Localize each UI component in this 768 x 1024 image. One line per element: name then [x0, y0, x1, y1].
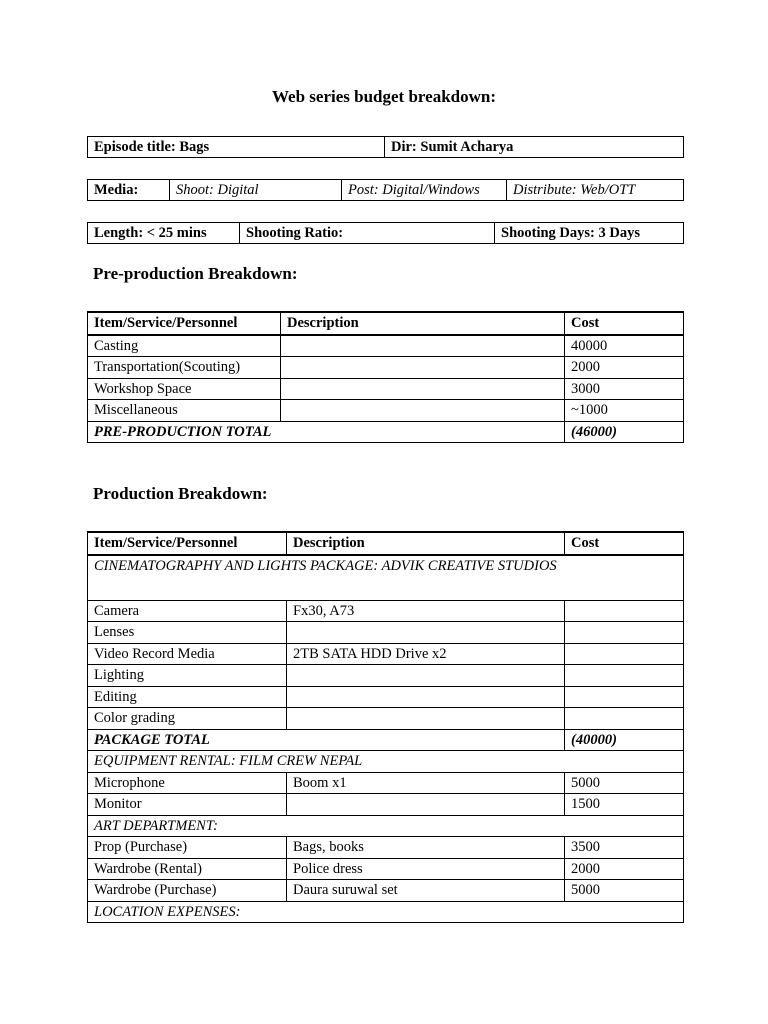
item-cell: Video Record Media — [88, 643, 287, 665]
description-cell: Police dress — [287, 858, 565, 880]
production-table — [87, 531, 684, 923]
cost-cell — [565, 708, 684, 730]
pre-production-table — [87, 311, 684, 443]
description-cell: Fx30, A73 — [287, 600, 565, 622]
table-row — [88, 794, 684, 816]
item-cell: Prop (Purchase) — [88, 837, 287, 859]
item-cell: Transportation(Scouting) — [88, 357, 281, 379]
item-cell: Wardrobe (Rental) — [88, 858, 287, 880]
table-row — [88, 600, 684, 622]
total-value-cell: (46000) — [565, 421, 684, 443]
package-total-row — [88, 729, 684, 751]
table-row — [88, 772, 684, 794]
art-heading-cell: ART DEPARTMENT: — [88, 815, 684, 837]
production-heading: Production Breakdown: — [93, 484, 268, 503]
table-row — [88, 665, 684, 687]
table-header-row — [88, 312, 684, 335]
cost-cell — [565, 665, 684, 687]
description-cell — [281, 378, 565, 400]
cost-cell: 5000 — [565, 880, 684, 902]
media-label-cell: Media: — [88, 180, 170, 201]
table-row — [88, 335, 684, 357]
column-header-description: Description — [281, 312, 565, 335]
cost-cell: 2000 — [565, 357, 684, 379]
table-row — [88, 400, 684, 422]
table-row — [88, 622, 684, 644]
description-cell — [287, 708, 565, 730]
table-row — [88, 180, 684, 201]
shooting-ratio-cell: Shooting Ratio: — [240, 223, 495, 244]
total-row — [88, 421, 684, 443]
table-row — [88, 137, 684, 158]
media-info-table — [87, 179, 684, 201]
item-cell: Lighting — [88, 665, 287, 687]
cost-cell — [565, 686, 684, 708]
table-row — [88, 837, 684, 859]
section-row-location — [88, 901, 684, 923]
description-cell — [281, 400, 565, 422]
cinematography-heading-cell: CINEMATOGRAPHY AND LIGHTS PACKAGE: ADVIK CREATIVE STUDIOS — [88, 555, 684, 601]
cost-cell: 1500 — [565, 794, 684, 816]
cost-cell: 40000 — [565, 335, 684, 357]
item-cell: Lenses — [88, 622, 287, 644]
pre-production-heading: Pre-production Breakdown: — [93, 264, 298, 283]
description-cell: Boom x1 — [287, 772, 565, 794]
item-cell: Wardrobe (Purchase) — [88, 880, 287, 902]
item-cell: Miscellaneous — [88, 400, 281, 422]
description-cell — [281, 335, 565, 357]
table-row — [88, 643, 684, 665]
cost-cell: 2000 — [565, 858, 684, 880]
table-row — [88, 357, 684, 379]
table-row — [88, 708, 684, 730]
description-cell: 2TB SATA HDD Drive x2 — [287, 643, 565, 665]
table-row — [88, 223, 684, 244]
cost-cell: 5000 — [565, 772, 684, 794]
package-total-value-cell: (40000) — [565, 729, 684, 751]
length-info-table — [87, 222, 684, 244]
table-row — [88, 858, 684, 880]
director-cell: Dir: Sumit Acharya — [385, 137, 684, 158]
shoot-cell: Shoot: Digital — [170, 180, 342, 201]
cost-cell: 3000 — [565, 378, 684, 400]
item-cell: Microphone — [88, 772, 287, 794]
page-title: Web series budget breakdown: — [271, 87, 496, 106]
equipment-heading-cell: EQUIPMENT RENTAL: FILM CREW NEPAL — [88, 751, 684, 773]
cost-cell — [565, 600, 684, 622]
shooting-days-cell: Shooting Days: 3 Days — [495, 223, 684, 244]
description-cell — [287, 794, 565, 816]
length-cell: Length: < 25 mins — [88, 223, 240, 244]
table-row — [88, 378, 684, 400]
section-row-art — [88, 815, 684, 837]
description-cell — [287, 665, 565, 687]
episode-title-cell: Episode title: Bags — [88, 137, 385, 158]
post-cell: Post: Digital/Windows — [342, 180, 507, 201]
section-row-cinematography — [88, 555, 684, 601]
column-header-cost: Cost — [565, 532, 684, 555]
distribute-cell: Distribute: Web/OTT — [507, 180, 684, 201]
cost-cell — [565, 643, 684, 665]
description-cell: Daura suruwal set — [287, 880, 565, 902]
item-cell: Monitor — [88, 794, 287, 816]
table-header-row — [88, 532, 684, 555]
item-cell: Camera — [88, 600, 287, 622]
column-header-item: Item/Service/Personnel — [88, 532, 287, 555]
item-cell: Editing — [88, 686, 287, 708]
location-heading-cell: LOCATION EXPENSES: — [88, 901, 684, 923]
item-cell: Casting — [88, 335, 281, 357]
description-cell — [287, 686, 565, 708]
section-row-equipment — [88, 751, 684, 773]
total-label-cell: PRE-PRODUCTION TOTAL — [88, 421, 565, 443]
cost-cell — [565, 622, 684, 644]
item-cell: Workshop Space — [88, 378, 281, 400]
column-header-cost: Cost — [565, 312, 684, 335]
description-cell — [287, 622, 565, 644]
column-header-item: Item/Service/Personnel — [88, 312, 281, 335]
cost-cell: ~1000 — [565, 400, 684, 422]
item-cell: Color grading — [88, 708, 287, 730]
package-total-label-cell: PACKAGE TOTAL — [88, 729, 565, 751]
column-header-description: Description — [287, 532, 565, 555]
table-row — [88, 880, 684, 902]
cost-cell: 3500 — [565, 837, 684, 859]
table-row — [88, 686, 684, 708]
description-cell — [281, 357, 565, 379]
episode-info-table — [87, 136, 684, 158]
description-cell: Bags, books — [287, 837, 565, 859]
